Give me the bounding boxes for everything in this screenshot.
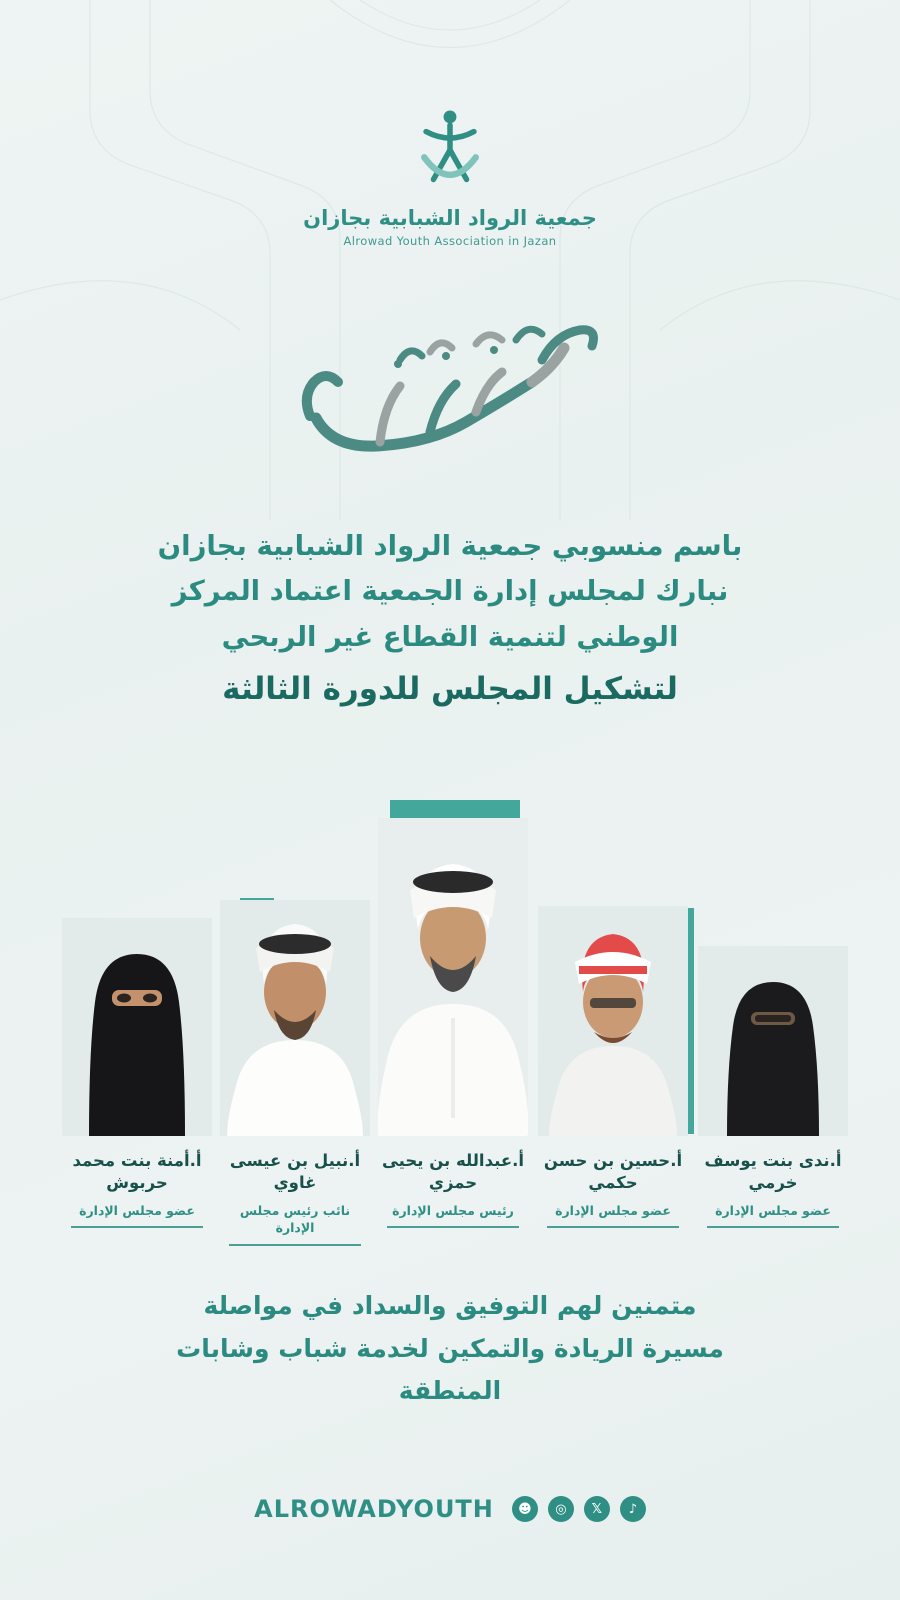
member-photo-nabeel-ghawi (538, 906, 688, 1136)
calligraphy-word (0, 300, 900, 470)
member-photo-hussain-hakami (220, 900, 370, 1136)
member-name: أ.عبدالله بن يحيى حمزي (381, 1151, 525, 1193)
headline-paragraph (95, 524, 805, 715)
member-photo-abdullah-hamzi (378, 818, 528, 1136)
member-photo-frame (378, 818, 528, 1136)
social-bar (0, 1495, 900, 1523)
member-name: أ.ندى بنت يوسف خرمي (704, 1151, 842, 1193)
member-card (378, 818, 528, 1228)
headline-line-2: نبارك لمجلس إدارة الجمعية اعتماد المركز (171, 575, 729, 608)
member-divider (71, 1226, 203, 1228)
youth-figure-logo-icon (404, 104, 496, 196)
closing-line-2: مسيرة الريادة والتمكين لخدمة شباب وشابات (176, 1333, 724, 1363)
logo-name-arabic: جمعية الرواد الشبابية بجازان (303, 206, 597, 230)
association-logo (0, 104, 900, 248)
member-role: عضو مجلس الإدارة (555, 1202, 671, 1218)
member-divider (229, 1244, 361, 1246)
member-divider (707, 1226, 839, 1228)
member-role: عضو مجلس الإدارة (715, 1202, 831, 1218)
x-twitter-icon[interactable]: 𝕏 (584, 1496, 610, 1522)
board-members-strip (60, 790, 850, 1260)
instagram-icon[interactable]: ◎ (548, 1496, 574, 1522)
member-role: رئيس مجلس الإدارة (392, 1202, 514, 1218)
headline-line-3: الوطني لتنمية القطاع غير الربحي (221, 620, 679, 653)
member-photo-frame (220, 900, 370, 1136)
member-photo-frame (698, 946, 848, 1136)
headline-emphasis: لتشكيل المجلس للدورة الثالثة (222, 671, 678, 708)
member-divider (387, 1226, 519, 1228)
member-photo-nada-khurmi (62, 918, 212, 1136)
headline-line-1: باسم منسوبي جمعية الرواد الشبابية بجازان (157, 530, 743, 562)
tiktok-icon[interactable]: ♪ (620, 1496, 646, 1522)
member-role: نائب رئيس مجلس الإدارة (239, 1202, 351, 1236)
member-name: أ.نبيل بن عيسى غاوي (229, 1151, 361, 1193)
member-card (698, 946, 848, 1228)
member-divider (547, 1226, 679, 1228)
member-name: أ.أمنة بنت محمد حربوش (72, 1151, 202, 1193)
member-card (220, 900, 370, 1246)
member-card (538, 906, 688, 1228)
member-photo-frame (538, 906, 688, 1136)
member-name: أ.حسين بن حسن حكمي (543, 1151, 683, 1193)
closing-paragraph (95, 1285, 805, 1413)
member-card (62, 918, 212, 1228)
closing-line-3: المنطقة (398, 1376, 502, 1405)
snapchat-icon[interactable]: ☻ (512, 1496, 538, 1522)
closing-line-1: متمنين لهم التوفيق والسداد في مواصلة (203, 1291, 697, 1320)
logo-name-english: Alrowad Youth Association in Jazan (343, 234, 557, 249)
member-photo-frame (62, 918, 212, 1136)
social-handle: ALROWADYOUTH (254, 1495, 494, 1523)
member-role: عضو مجلس الإدارة (79, 1202, 195, 1218)
member-photo-amnah-harboosh (698, 946, 848, 1136)
